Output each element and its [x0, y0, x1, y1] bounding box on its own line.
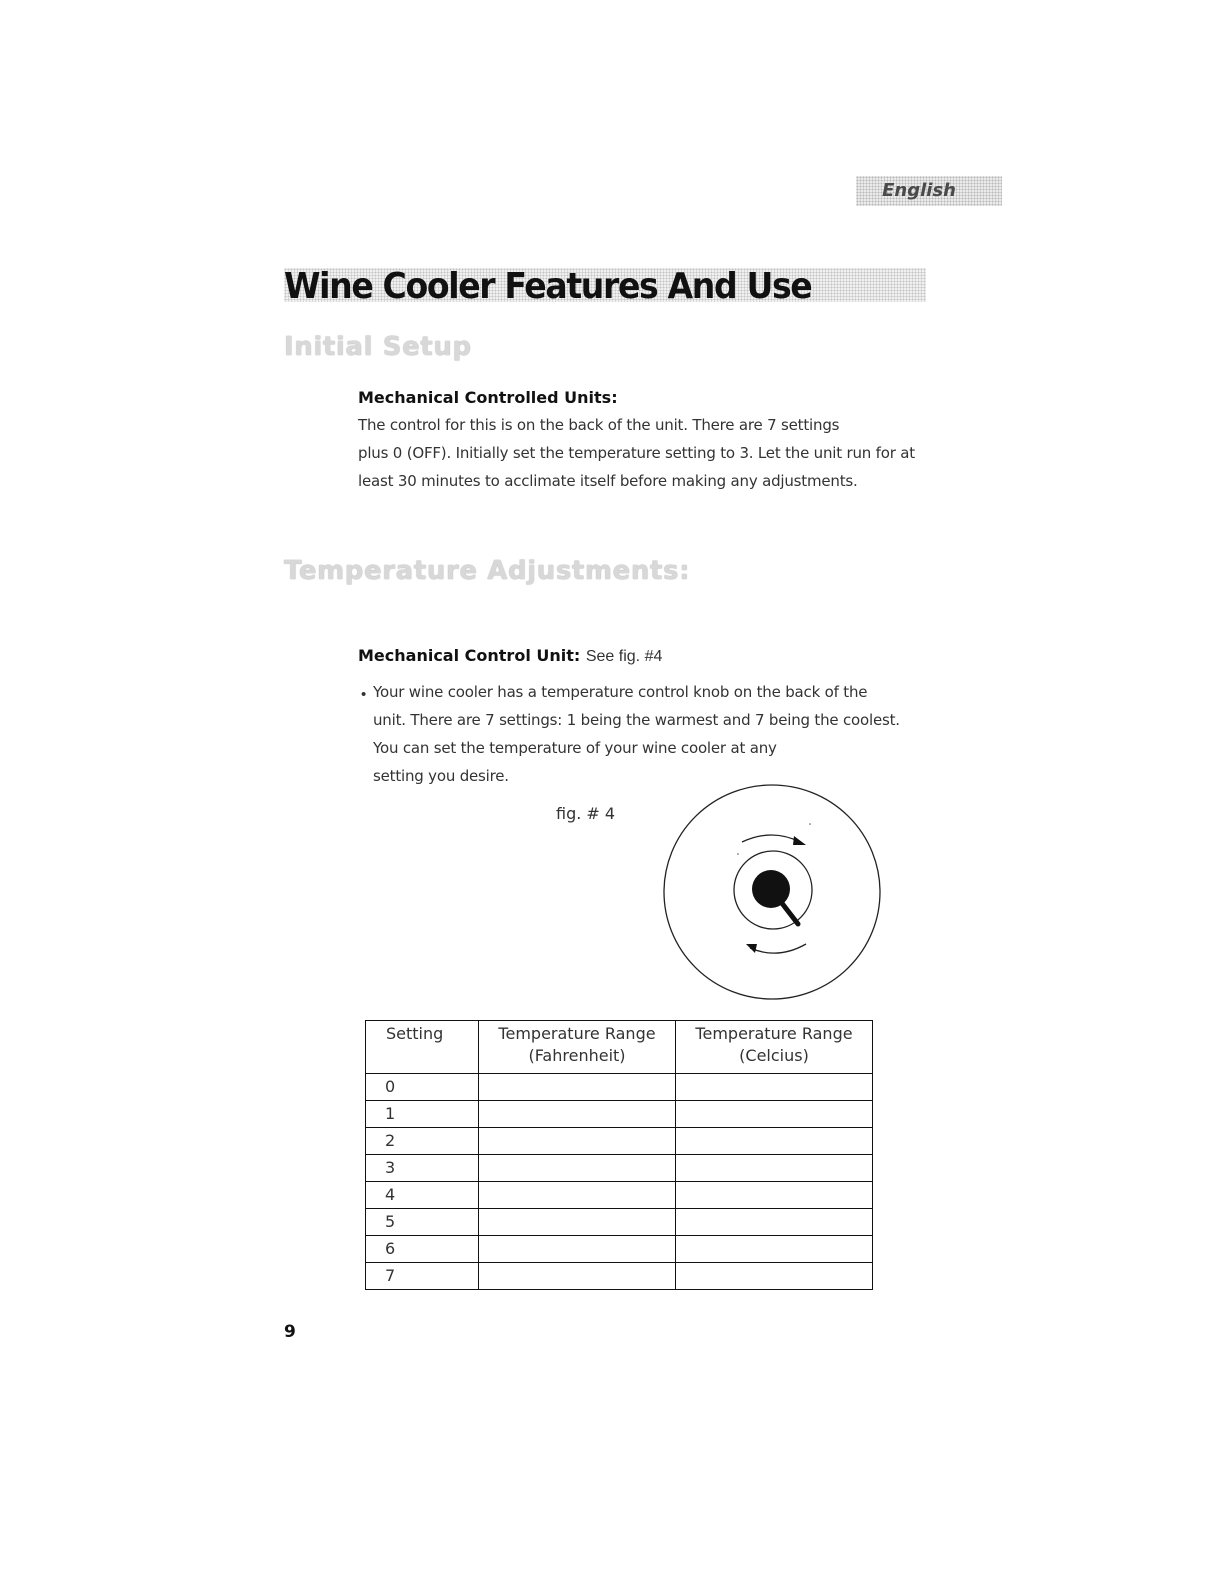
- page-number: 9: [284, 1322, 296, 1342]
- celsius-cell: [676, 1074, 873, 1101]
- table-row: [366, 1209, 873, 1236]
- celsius-cell: [676, 1263, 873, 1290]
- initial-setup-line-3: least 30 minutes to acclimate itself before making any adjustments.: [358, 472, 858, 490]
- language-tab-label: English: [882, 180, 956, 201]
- temperature-adjustments-heading: Temperature Adjustments:: [284, 556, 691, 586]
- initial-setup-line-1: The control for this is on the back of the unit. There are 7 settings: [358, 416, 840, 434]
- setting-cell: 3: [366, 1155, 479, 1182]
- bullet-line-4: setting you desire.: [373, 767, 509, 785]
- table-row: [366, 1155, 873, 1182]
- setting-cell: 4: [366, 1182, 479, 1209]
- setting-cell: 5: [366, 1209, 479, 1236]
- celsius-cell: [676, 1182, 873, 1209]
- bullet-line-3: You can set the temperature of your wine cooler at any: [373, 739, 777, 757]
- fahrenheit-cell: [479, 1101, 676, 1128]
- initial-setup-line-2: plus 0 (OFF). Initially set the temperature setting to 3. Let the unit run for at: [358, 444, 915, 462]
- counterclockwise-arrow-icon: [750, 944, 806, 953]
- celsius-cell: [676, 1236, 873, 1263]
- language-tab: [856, 176, 1002, 206]
- mechanical-control-unit-label: Mechanical Control Unit:: [358, 646, 581, 665]
- mechanical-controlled-units-heading: Mechanical Controlled Units:: [358, 388, 618, 407]
- table-row: [366, 1236, 873, 1263]
- bullet-icon: •: [361, 686, 367, 703]
- initial-setup-heading: Initial Setup: [284, 332, 472, 362]
- control-knob-diagram: [660, 784, 886, 1006]
- fahrenheit-cell: [479, 1155, 676, 1182]
- celsius-cell: [676, 1101, 873, 1128]
- setting-cell: 0: [366, 1074, 479, 1101]
- celsius-cell: [676, 1128, 873, 1155]
- setting-cell: 2: [366, 1128, 479, 1155]
- table-row: [366, 1182, 873, 1209]
- table-header-row: [366, 1021, 873, 1074]
- clockwise-arrow-icon: [742, 835, 800, 842]
- fahrenheit-cell: [479, 1182, 676, 1209]
- figure-label: fig. # 4: [556, 804, 616, 823]
- fahrenheit-cell: [479, 1236, 676, 1263]
- fahrenheit-cell: [479, 1209, 676, 1236]
- counterclockwise-arrowhead-icon: [746, 944, 757, 953]
- bullet-line-2: unit. There are 7 settings: 1 being the warmest and 7 being the coolest.: [373, 711, 900, 729]
- header-setting: Setting: [366, 1021, 479, 1074]
- fahrenheit-cell: [479, 1263, 676, 1290]
- settings-table: [365, 1020, 873, 1290]
- bullet-line-1: Your wine cooler has a temperature control knob on the back of the: [373, 683, 868, 701]
- header-fahrenheit: Temperature Range (Fahrenheit): [479, 1021, 676, 1074]
- fahrenheit-cell: [479, 1128, 676, 1155]
- mechanical-control-unit-heading: [358, 646, 662, 666]
- table-row: [366, 1263, 873, 1290]
- figure-reference: See fig. #4: [585, 648, 663, 665]
- celsius-cell: [676, 1155, 873, 1182]
- setting-cell: 6: [366, 1236, 479, 1263]
- page-title: Wine Cooler Features And Use: [284, 266, 812, 307]
- table-row: [366, 1128, 873, 1155]
- setting-cell: 1: [366, 1101, 479, 1128]
- celsius-cell: [676, 1209, 873, 1236]
- header-celsius: Temperature Range (Celcius): [676, 1021, 873, 1074]
- table-row: [366, 1101, 873, 1128]
- setting-cell: 7: [366, 1263, 479, 1290]
- fahrenheit-cell: [479, 1074, 676, 1101]
- table-row: [366, 1074, 873, 1101]
- clockwise-arrowhead-icon: [793, 836, 806, 845]
